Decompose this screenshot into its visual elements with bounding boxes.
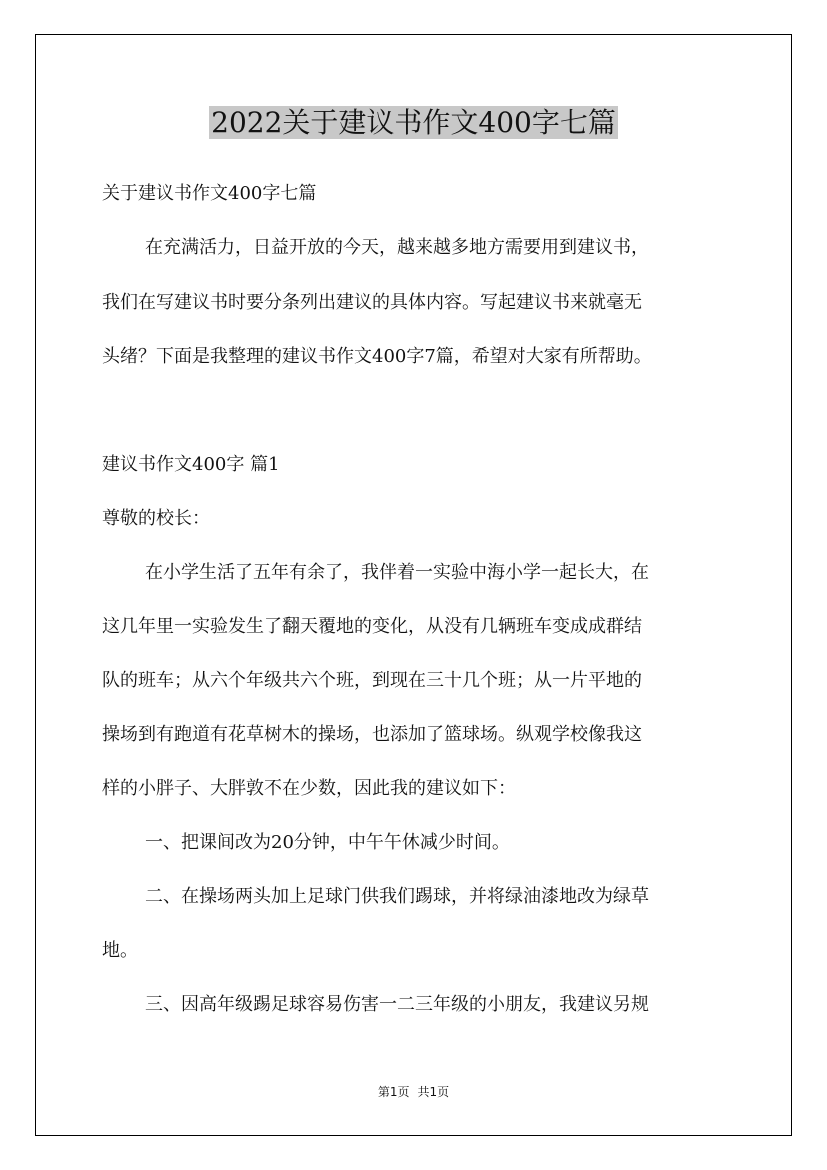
suggestion-2-line-1: 二、在操场两头加上足球门供我们踢球，并将绿油漆地改为绿草 xyxy=(145,886,649,907)
intro-line-2: 我们在写建议书时要分条列出建议的具体内容。写起建议书来就毫无 xyxy=(102,292,642,313)
page-number-total: 共1页 xyxy=(417,1085,450,1099)
suggestion-3: 三、因高年级踢足球容易伤害一二三年级的小朋友，我建议另规 xyxy=(145,994,649,1015)
document-title-text: 2022关于建议书作文400字七篇 xyxy=(211,106,616,139)
suggestion-1: 一、把课间改为20分钟，中午午休减少时间。 xyxy=(145,832,510,853)
body-line-1: 在小学生活了五年有余了，我伴着一实验中海小学一起长大，在 xyxy=(145,562,649,583)
page-number-current: 第1页 xyxy=(377,1085,410,1099)
intro-line-3: 头绪？下面是我整理的建议书作文400字7篇，希望对大家有所帮助。 xyxy=(102,346,652,367)
intro-line-1: 在充满活力，日益开放的今天，越来越多地方需要用到建议书， xyxy=(145,237,649,258)
section-heading: 建议书作文400字 篇1 xyxy=(102,454,280,475)
suggestion-2-line-2: 地。 xyxy=(102,940,138,961)
body-line-2: 这几年里一实验发生了翻天覆地的变化，从没有几辆班车变成成群结 xyxy=(102,616,642,637)
body-line-3: 队的班车；从六个年级共六个班，到现在三十几个班；从一片平地的 xyxy=(102,670,642,691)
page-footer xyxy=(0,1084,827,1100)
body-line-5: 样的小胖子、大胖敦不在少数，因此我的建议如下： xyxy=(102,778,516,799)
salutation: 尊敬的校长： xyxy=(102,508,210,529)
document-subtitle: 关于建议书作文400字七篇 xyxy=(102,183,317,204)
body-line-4: 操场到有跑道有花草树木的操场，也添加了篮球场。纵观学校像我这 xyxy=(102,724,642,745)
document-title xyxy=(0,100,827,146)
